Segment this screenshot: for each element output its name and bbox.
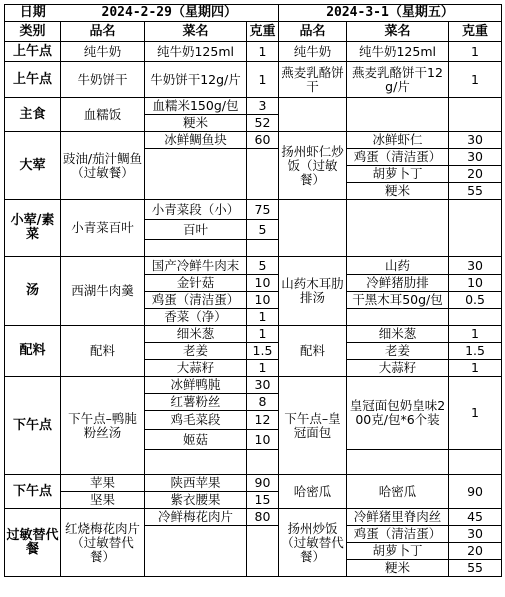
- ingredient-cell: 冰鲜鲷鱼块: [145, 132, 247, 149]
- ingredient-cell: 鸡蛋（清洁蛋）: [347, 526, 449, 543]
- weight-cell: [449, 200, 502, 257]
- day1-ingredient-header: 菜名: [145, 22, 247, 42]
- ingredient-cell: 胡萝卜丁: [347, 166, 449, 183]
- category-header: 类别: [5, 22, 61, 42]
- ingredient-cell: [145, 526, 247, 577]
- date-label: 日期: [5, 5, 61, 22]
- ingredient-cell: 鸡毛菜段: [145, 411, 247, 430]
- weight-cell: 8: [247, 394, 279, 411]
- ingredient-cell: [347, 200, 449, 257]
- weight-cell: 1: [449, 62, 502, 98]
- ingredient-cell: 粳米: [347, 183, 449, 200]
- weight-cell: 80: [247, 509, 279, 526]
- dish-cell: 坚果: [61, 492, 145, 509]
- dish-cell: 配料: [279, 326, 347, 377]
- ingredient-cell: 纯牛奶125ml: [145, 42, 247, 62]
- ingredient-cell: [145, 450, 247, 475]
- ingredient-cell: [347, 98, 449, 132]
- dish-cell: 下午点–鸭肫粉丝汤: [61, 377, 145, 475]
- day1-weight-header: 克重: [247, 22, 279, 42]
- dish-cell: 山药木耳肋排汤: [279, 257, 347, 326]
- weight-cell: 60: [247, 132, 279, 149]
- ingredient-cell: [347, 309, 449, 326]
- weight-cell: 1.5: [247, 343, 279, 360]
- ingredient-cell: 细米葱: [145, 326, 247, 343]
- dish-cell: 牛奶饼干: [61, 62, 145, 98]
- weight-cell: 30: [247, 377, 279, 394]
- category-cell: 上午点: [5, 42, 61, 62]
- dish-cell: 西湖牛肉羹: [61, 257, 145, 326]
- table-row: [5, 509, 502, 526]
- ingredient-cell: 粳米: [347, 560, 449, 577]
- ingredient-cell: 国产冷鲜牛肉末: [145, 257, 247, 275]
- day1-date: 2024-2-29（星期四）: [61, 5, 279, 22]
- weight-cell: [247, 526, 279, 577]
- category-cell: 下午点: [5, 377, 61, 475]
- weight-cell: 1: [449, 360, 502, 377]
- ingredient-cell: 大蒜籽: [347, 360, 449, 377]
- day2-product-header: 品名: [279, 22, 347, 42]
- dish-cell: 红烧梅花肉片（过敏替代餐）: [61, 509, 145, 577]
- category-cell: 过敏替代餐: [5, 509, 61, 577]
- dish-cell: [279, 200, 347, 257]
- dish-cell: [279, 98, 347, 132]
- weight-cell: 10: [449, 275, 502, 292]
- table-row: [5, 42, 502, 62]
- day2-weight-header: 克重: [449, 22, 502, 42]
- weight-cell: [449, 309, 502, 326]
- ingredient-cell: [347, 450, 449, 475]
- table-row: [5, 62, 502, 98]
- weight-cell: 52: [247, 115, 279, 132]
- dish-cell: 血糯饭: [61, 98, 145, 132]
- ingredient-cell: [145, 149, 247, 200]
- category-cell: 主食: [5, 98, 61, 132]
- ingredient-cell: 冰鲜鸭肫: [145, 377, 247, 394]
- category-cell: 汤: [5, 257, 61, 326]
- table-row: [5, 98, 502, 115]
- ingredient-cell: 冰鲜虾仁: [347, 132, 449, 149]
- weight-cell: 30: [449, 526, 502, 543]
- ingredient-cell: 陕西苹果: [145, 475, 247, 492]
- weight-cell: 20: [449, 543, 502, 560]
- weight-cell: [449, 98, 502, 132]
- ingredient-cell: 山药: [347, 257, 449, 275]
- dish-cell: 纯牛奶: [279, 42, 347, 62]
- weight-cell: 5: [247, 220, 279, 240]
- weight-cell: [247, 240, 279, 257]
- ingredient-cell: 牛奶饼干12g/片: [145, 62, 247, 98]
- menu-table: [4, 4, 502, 577]
- weight-cell: 5: [247, 257, 279, 275]
- ingredient-cell: 百叶: [145, 220, 247, 240]
- category-cell: 大荤: [5, 132, 61, 200]
- ingredient-cell: 血糯米150g/包: [145, 98, 247, 115]
- ingredient-cell: 大蒜籽: [145, 360, 247, 377]
- weight-cell: 10: [247, 430, 279, 450]
- weight-cell: 1: [449, 42, 502, 62]
- weight-cell: 90: [449, 475, 502, 509]
- ingredient-cell: 冷鲜猪里脊肉丝: [347, 509, 449, 526]
- ingredient-cell: 紫衣腰果: [145, 492, 247, 509]
- ingredient-cell: [145, 240, 247, 257]
- ingredient-cell: 燕麦乳酪饼干12g/片: [347, 62, 449, 98]
- ingredient-cell: 小青菜段（小）: [145, 200, 247, 220]
- weight-cell: 55: [449, 560, 502, 577]
- dish-cell: 纯牛奶: [61, 42, 145, 62]
- ingredient-cell: 干黑木耳50g/包: [347, 292, 449, 309]
- ingredient-cell: 鸡蛋（清洁蛋）: [347, 149, 449, 166]
- ingredient-cell: 哈密瓜: [347, 475, 449, 509]
- weight-cell: 1: [247, 360, 279, 377]
- ingredient-cell: 姬菇: [145, 430, 247, 450]
- weight-cell: 45: [449, 509, 502, 526]
- day2-date: 2024-3-1（星期五）: [279, 5, 502, 22]
- table-row: [5, 257, 502, 275]
- category-cell: 小荤/素菜: [5, 200, 61, 257]
- ingredient-cell: 鸡蛋（清洁蛋）: [145, 292, 247, 309]
- ingredient-cell: 粳米: [145, 115, 247, 132]
- table-row: [5, 200, 502, 220]
- weight-cell: 12: [247, 411, 279, 430]
- weight-cell: 55: [449, 183, 502, 200]
- weight-cell: 1.5: [449, 343, 502, 360]
- dish-cell: 扬州炒饭（过敏替代餐）: [279, 509, 347, 577]
- weight-cell: 15: [247, 492, 279, 509]
- weight-cell: 10: [247, 275, 279, 292]
- ingredient-cell: 纯牛奶125ml: [347, 42, 449, 62]
- weight-cell: 90: [247, 475, 279, 492]
- category-cell: 下午点: [5, 475, 61, 509]
- dish-cell: 下午点–皇冠面包: [279, 377, 347, 475]
- category-cell: 配料: [5, 326, 61, 377]
- ingredient-cell: 细米葱: [347, 326, 449, 343]
- table-row: [5, 326, 502, 343]
- weight-cell: 1: [449, 377, 502, 450]
- ingredient-cell: 胡萝卜丁: [347, 543, 449, 560]
- ingredient-cell: 老姜: [347, 343, 449, 360]
- day1-product-header: 品名: [61, 22, 145, 42]
- weight-cell: 1: [247, 326, 279, 343]
- weight-cell: 30: [449, 257, 502, 275]
- weight-cell: 20: [449, 166, 502, 183]
- weight-cell: 1: [247, 309, 279, 326]
- ingredient-cell: 冷鲜猪肋排: [347, 275, 449, 292]
- weight-cell: 1: [247, 62, 279, 98]
- day2-ingredient-header: 菜名: [347, 22, 449, 42]
- weight-cell: 1: [247, 42, 279, 62]
- ingredient-cell: 香菜（净）: [145, 309, 247, 326]
- ingredient-cell: 冷鲜梅花肉片: [145, 509, 247, 526]
- dish-cell: 豉油/茄汁鲷鱼（过敏餐）: [61, 132, 145, 200]
- ingredient-cell: 红薯粉丝: [145, 394, 247, 411]
- dish-cell: 配料: [61, 326, 145, 377]
- dish-cell: 苹果: [61, 475, 145, 492]
- dish-cell: 扬州虾仁炒饭（过敏餐）: [279, 132, 347, 200]
- weight-cell: 1: [449, 326, 502, 343]
- weight-cell: [449, 450, 502, 475]
- weight-cell: [247, 149, 279, 200]
- weight-cell: 30: [449, 132, 502, 149]
- dish-cell: 哈密瓜: [279, 475, 347, 509]
- ingredient-cell: 金针菇: [145, 275, 247, 292]
- table-row: [5, 132, 502, 149]
- dish-cell: 燕麦乳酪饼干: [279, 62, 347, 98]
- table-row: [5, 377, 502, 394]
- weight-cell: 0.5: [449, 292, 502, 309]
- category-cell: 上午点: [5, 62, 61, 98]
- table-row: [5, 475, 502, 492]
- weight-cell: 30: [449, 149, 502, 166]
- ingredient-cell: 老姜: [145, 343, 247, 360]
- weight-cell: [247, 450, 279, 475]
- weight-cell: 10: [247, 292, 279, 309]
- weight-cell: 75: [247, 200, 279, 220]
- dish-cell: 小青菜百叶: [61, 200, 145, 257]
- weight-cell: 3: [247, 98, 279, 115]
- ingredient-cell: 皇冠面包奶皇味200克/包*6个装: [347, 377, 449, 450]
